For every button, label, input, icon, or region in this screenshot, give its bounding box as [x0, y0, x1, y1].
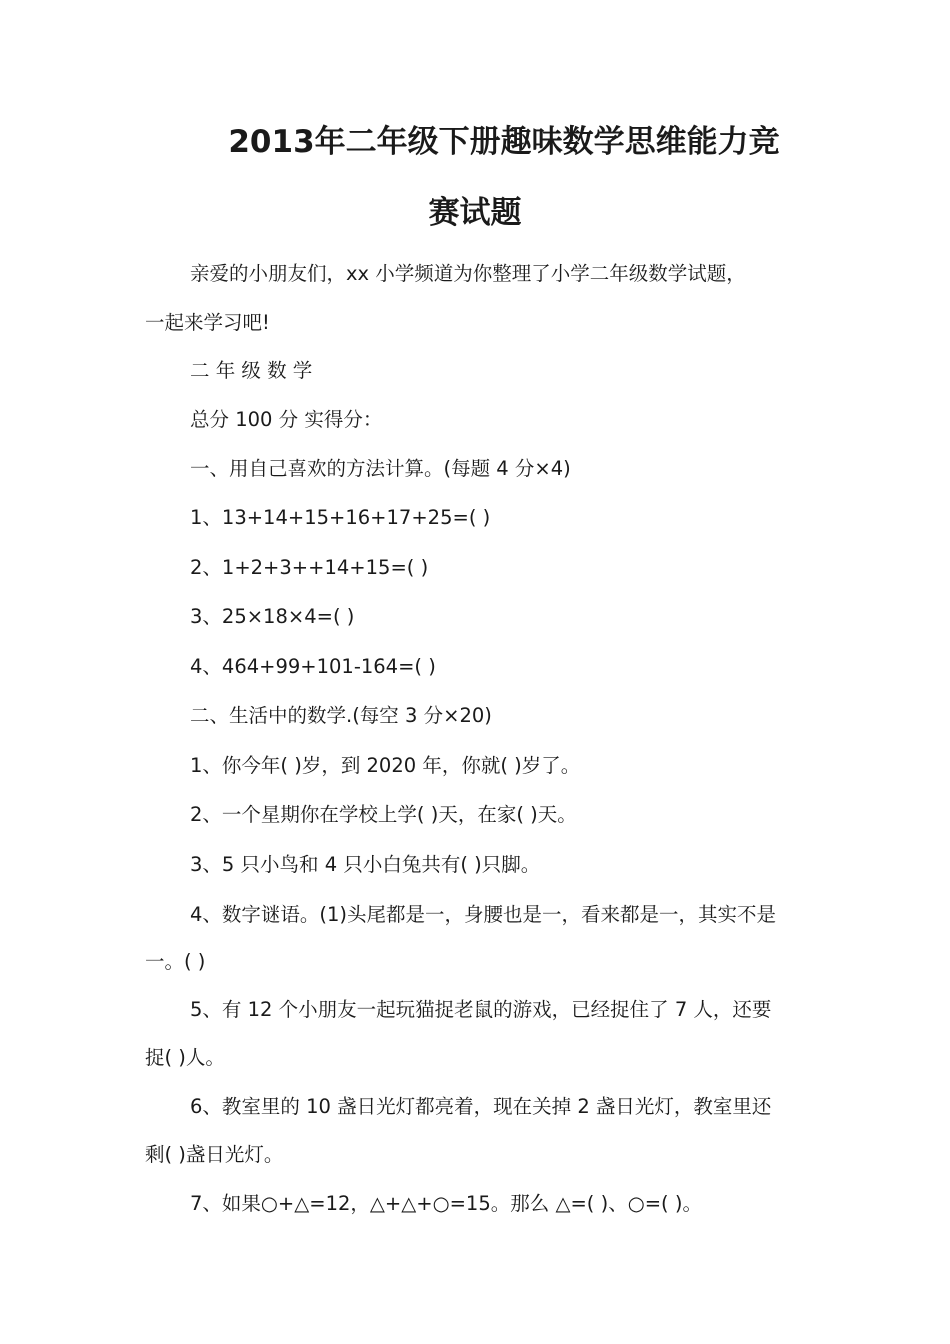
- section-2-item-5-line-2: 捉( )人。: [145, 1046, 225, 1069]
- intro-paragraph-line-2: 一起来学习吧!: [145, 311, 270, 334]
- section-2-item-3: 3、5 只小鸟和 4 只小白兔共有( )只脚。: [190, 853, 541, 876]
- section-2-item-2: 2、一个星期你在学校上学( )天，在家( )天。: [190, 803, 577, 826]
- section-1-item-1: 1、13+14+15+16+17+25=( ): [190, 506, 491, 529]
- section-1-item-3: 3、25×18×4=( ): [190, 605, 355, 628]
- intro-paragraph-line-1: 亲爱的小朋友们，xx 小学频道为你整理了小学二年级数学试题，: [190, 262, 746, 285]
- section-2-item-1: 1、你今年( )岁，到 2020 年，你就( )岁了。: [190, 754, 581, 777]
- subject-heading: 二 年 级 数 学: [190, 359, 313, 382]
- section-2-item-5-line-1: 5、有 12 个小朋友一起玩猫捉老鼠的游戏，已经捉住了 7 人，还要: [190, 998, 772, 1021]
- document-title-line-1: 2013年二年级下册趣味数学思维能力竞: [228, 124, 780, 160]
- section-2-item-4-line-2: 一。( ): [145, 950, 206, 973]
- section-1-item-4: 4、464+99+101-164=( ): [190, 655, 436, 678]
- document-title-line-2: 赛试题: [428, 195, 522, 231]
- section-2-heading: 二、生活中的数学.(每空 3 分×20): [190, 704, 492, 727]
- section-1-item-2: 2、1+2+3++14+15=( ): [190, 556, 429, 579]
- section-2-item-4-line-1: 4、数字谜语。(1)头尾都是一，身腰也是一，看来都是一，其实不是: [190, 903, 777, 926]
- section-2-item-6-line-2: 剩( )盏日光灯。: [145, 1143, 284, 1166]
- score-line: 总分 100 分 实得分：: [190, 408, 383, 431]
- section-2-item-6-line-1: 6、教室里的 10 盏日光灯都亮着，现在关掉 2 盏日光灯，教室里还: [190, 1095, 772, 1118]
- section-1-heading: 一、用自己喜欢的方法计算。(每题 4 分×4): [190, 457, 571, 480]
- section-2-item-7: 7、如果○+△=12，△+△+○=15。那么 △=( )、○=( )。: [190, 1192, 702, 1215]
